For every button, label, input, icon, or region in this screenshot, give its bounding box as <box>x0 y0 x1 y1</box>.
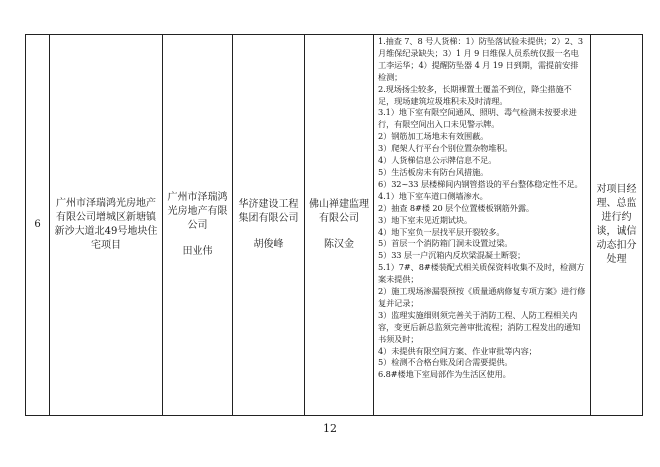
issue-line: 5）33 层一户沉箱内反坎梁混凝土断裂； <box>378 250 526 261</box>
contractor-cell <box>233 35 305 416</box>
contractor-person: 胡俊峰 <box>253 239 284 250</box>
project-name: 广州市泽瑞鸿光房地产有限公司增城区新塘镇新沙大道北49号地块住宅项目 <box>50 35 163 416</box>
issue-line: 2）抽查 8#楼 20 层个位置楼板钢筋外露。 <box>378 202 535 213</box>
row-index: 6 <box>26 35 50 416</box>
page-number: 12 <box>323 422 337 435</box>
issue-line: 4）未提供有限空间方案、作业审批等内容； <box>378 345 537 356</box>
table-row <box>26 35 643 416</box>
supervisor-person: 陈汉金 <box>324 239 354 250</box>
developer-person: 田业伟 <box>182 246 213 257</box>
issue-line: 4）地下室负一层找平层开裂较多。 <box>378 226 505 237</box>
issue-line: 5.1）7#、8#楼装配式相关质保资料收集不及时，检测方案未提供； <box>378 262 585 285</box>
issue-line: 5）检测不合格台账及闭合需要提供。 <box>378 357 513 368</box>
developer-company: 广州市泽瑞鸿光房地产有限公司 <box>167 192 228 231</box>
issue-line: 6）32~33 层楼梯间内钢管搭设的平台整体稳定性不足。 <box>378 178 583 189</box>
issue-line: 3）爬架人行平台个别位置杂物堆积。 <box>378 143 513 154</box>
supervisor-company: 佛山禅建监理有限公司 <box>309 199 369 224</box>
issue-line: 3）监理实施细则须完善关于消防工程、人防工程相关内容，变更后新总监须完善审批流程；消防工程发出的通知书须及时； <box>378 309 581 344</box>
issue-line: 4.1）地下室车道口侧墙渗水。 <box>378 190 488 201</box>
issue-line: 1.抽查 7、8 号人货梯：1）防坠落试验未提供；2）2、3 月维保纪录缺失；3）1 月 9 日维保人员系统仅报一名电工李运华；4）提醒防坠器 4 月 19 日到期，需提前安排检测； <box>378 36 584 82</box>
issue-line: 4）人货梯信息公示牌信息不足。 <box>378 155 497 166</box>
issue-line: 6.8#楼地下室局部作为生活区使用。 <box>378 369 511 380</box>
issue-line: 5）生活板房未有防台风措施。 <box>378 166 489 177</box>
issue-line: 2）钢筋加工场地未有效围蔽。 <box>378 131 489 142</box>
inspection-table <box>25 34 643 416</box>
developer-cell <box>163 35 233 416</box>
issue-line: 3.1）地下室有限空间通风、照明、毒气检测未按要求进行，有限空间出入口未见警示牌。 <box>378 107 577 130</box>
issue-line: 2.现场扬尘较多，长期裸置土覆盖不到位，降尘措施不足，现场建筑垃圾堆积未及时清理。 <box>378 83 572 106</box>
issue-line: 3）地下室未见近期试块。 <box>378 214 473 225</box>
contractor-company: 华济建设工程集团有限公司 <box>238 199 299 224</box>
handling-measure: 对项目经理、总监进行约谈，诚信动态扣分处理 <box>591 35 643 416</box>
issue-line: 2）施工现场渗漏裂预按《质量通病修复专项方案》进行修复并记录； <box>378 286 586 308</box>
issue-line: 5）首层一个消防箱门洞未设置过梁。 <box>378 238 513 249</box>
supervisor-cell <box>305 35 374 416</box>
issue-details <box>374 35 591 416</box>
